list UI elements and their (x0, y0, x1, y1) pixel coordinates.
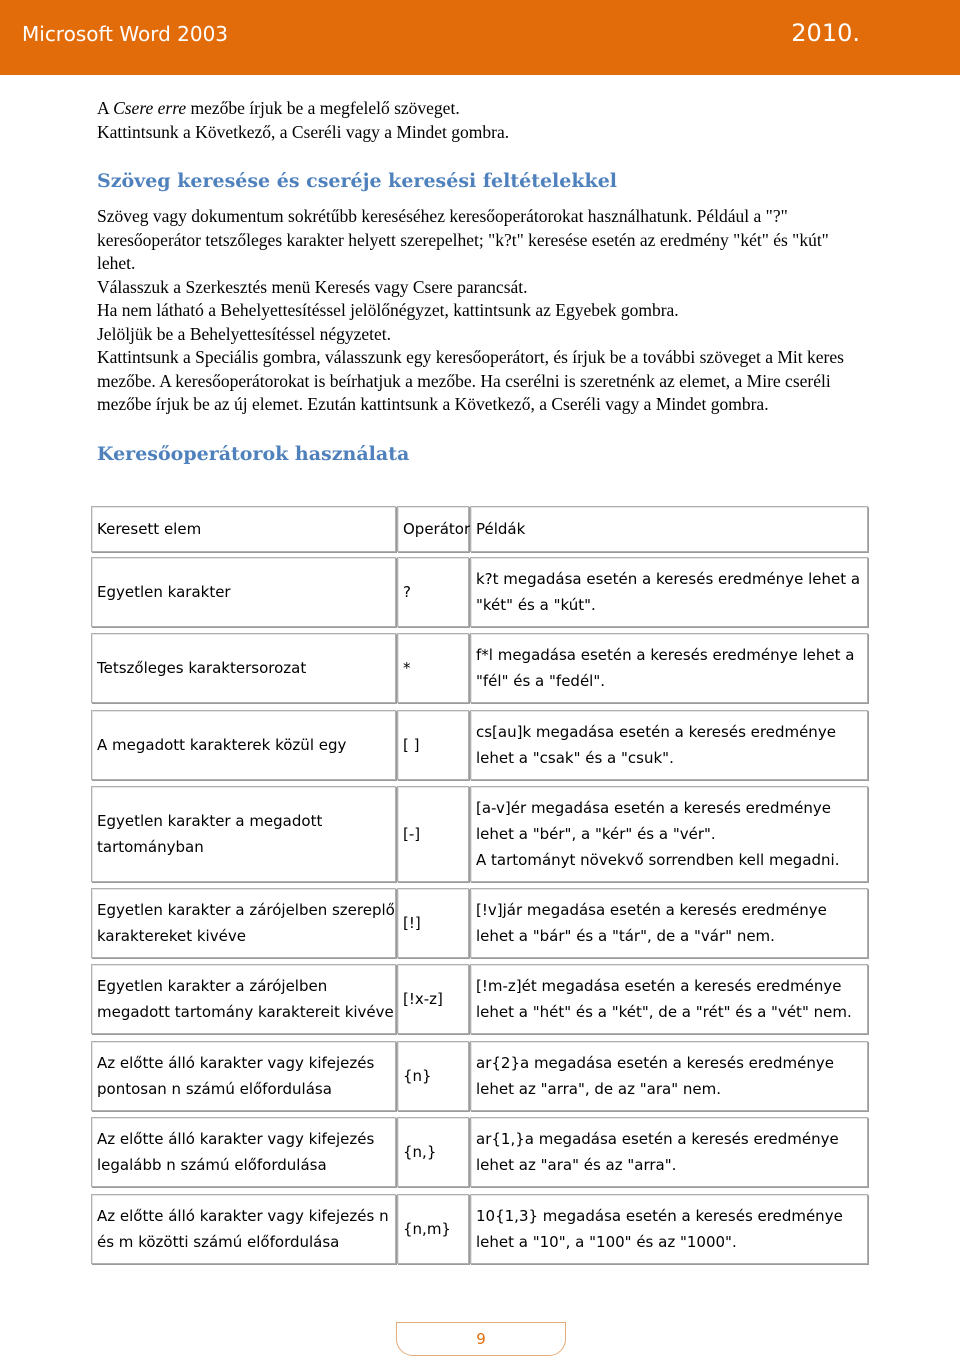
header-cell-operator (397, 506, 469, 552)
cell-item (91, 1117, 396, 1187)
cell-example (470, 786, 868, 882)
section-heading-search-replace: Szöveg keresése és cseréje keresési feltételekkel (97, 170, 617, 192)
cell-item (91, 1041, 396, 1111)
cell-operator (397, 1194, 469, 1264)
document-title: Microsoft Word 2003 (22, 22, 229, 46)
intro-line-2: Kattintsunk a Következő, a Cseréli vagy a Mindet gombra. (97, 121, 510, 142)
cell-operator-text: [-] (403, 825, 421, 843)
cell-example (470, 710, 868, 780)
table-row (91, 964, 869, 1034)
cell-example-text: cs[au]k megadása esetén a keresés eredménye lehet a "csak" és a "csuk". (476, 723, 836, 767)
cell-operator (397, 1117, 469, 1187)
header-cell-item (91, 506, 396, 552)
page-number: 9 (396, 1322, 566, 1356)
table-row (91, 786, 869, 882)
cell-operator-text: [!x-z] (403, 990, 443, 1008)
cell-operator-text: {n,m} (403, 1220, 451, 1238)
header-cell-item-text: Keresett elem (97, 520, 202, 538)
cell-operator-text: [ ] (403, 736, 420, 754)
cell-item-text: Egyetlen karakter a zárójelben szereplő karaktereket kivéve (97, 901, 395, 945)
paragraph-step-checkbox: Jelöljük be a Behelyettesítéssel négyzetet. (97, 323, 391, 344)
cell-item-text: Tetszőleges karaktersorozat (97, 659, 307, 677)
cell-example (470, 557, 868, 627)
paragraph-step-menu: Válasszuk a Szerkesztés menü Keresés vagy Csere parancsát. (97, 276, 528, 297)
cell-item (91, 557, 396, 627)
page-content (97, 97, 867, 465)
cell-item-text: Egyetlen karakter a megadott tartományban (97, 812, 323, 856)
cell-example (470, 888, 868, 958)
table-header-row (91, 506, 869, 552)
table-row (91, 557, 869, 627)
header-bar (0, 0, 960, 75)
cell-operator (397, 964, 469, 1034)
cell-operator (397, 888, 469, 958)
cell-example-text: f*l megadása esetén a keresés eredménye lehet a "fél" és a "fedél". (476, 646, 855, 690)
cell-item-text: Egyetlen karakter (97, 583, 231, 601)
cell-operator-text: {n,} (403, 1143, 437, 1161)
cell-example (470, 1041, 868, 1111)
cell-item-text: Az előtte álló karakter vagy kifejezés legalább n számú előfordulása (97, 1130, 375, 1174)
table-row (91, 710, 869, 780)
paragraph-step-more: Ha nem látható a Behelyettesítéssel jelölőnégyzet, kattintsunk az Egyebek gombra. (97, 300, 679, 320)
cell-item (91, 888, 396, 958)
cell-item (91, 710, 396, 780)
cell-item-text: Az előtte álló karakter vagy kifejezés n és m közötti számú előfordulása (97, 1207, 389, 1251)
cell-operator (397, 557, 469, 627)
cell-example-text: k?t megadása esetén a keresés eredménye lehet a "két" és a "kút". (476, 570, 861, 614)
table-row (91, 1041, 869, 1111)
cell-item-text: Egyetlen karakter a zárójelben megadott tartomány karaktereit kivéve (97, 977, 394, 1021)
paragraph-step-special: Kattintsunk a Speciális gombra, válasszunk egy keresőoperátort, és írjuk be a további szöveget a Mit keres mezőbe. A keresőoperátorokat is beírhatjuk a mezőbe. Ha cserélni is szeretnénk az elemet, a Mire cseréli mezőbe írjuk be az új elemet. Ezután kattintsunk a Következő, a Cseréli vagy a Mindet gombra. (97, 347, 844, 414)
cell-item-text: Az előtte álló karakter vagy kifejezés pontosan n számú előfordulása (97, 1054, 375, 1098)
cell-operator-text: {n} (403, 1067, 432, 1085)
cell-operator-text: [!] (403, 914, 421, 932)
cell-operator (397, 786, 469, 882)
table-row (91, 1194, 869, 1264)
table-row (91, 888, 869, 958)
cell-example-text: ar{2}a megadása esetén a keresés eredménye lehet az "arra", de az "ara" nem. (476, 1054, 834, 1098)
cell-example (470, 633, 868, 703)
cell-item (91, 786, 396, 882)
table-row (91, 1117, 869, 1187)
cell-item (91, 1194, 396, 1264)
cell-example (470, 1117, 868, 1187)
cell-item-text: A megadott karakterek közül egy (97, 736, 347, 754)
cell-example-text: [!v]jár megadása esetén a keresés eredménye lehet a "bár" és a "tár", de a "vár" nem. (476, 901, 827, 945)
cell-example-text: ar{1,}a megadása esetén a keresés eredménye lehet az "ara" és az "arra". (476, 1130, 839, 1174)
paragraph-operators-intro: Szöveg vagy dokumentum sokrétűbb kereséséhez keresőoperátorokat használhatunk. Például a "?" keresőoperátor tetszőleges karakter helyett szerepelhet; "k?t" keresése esetén az eredmény "két" és "kút" lehet. (97, 206, 829, 273)
cell-operator-text: * (403, 659, 411, 677)
cell-operator-text: ? (403, 583, 411, 601)
section-heading-operators: Keresőoperátorok használata (97, 442, 410, 465)
cell-operator (397, 1041, 469, 1111)
cell-example (470, 1194, 868, 1264)
table-row (91, 633, 869, 703)
header-cell-operator-text: Operátor (403, 520, 471, 538)
cell-example (470, 964, 868, 1034)
cell-item (91, 633, 396, 703)
cell-operator (397, 633, 469, 703)
header-cell-examples (470, 506, 868, 552)
field-name-italic: Csere erre (113, 98, 187, 118)
cell-example-text: [!m-z]ét megadása esetén a keresés eredménye lehet a "hét" és a "két", de a "rét" és a "vét" nem. (476, 977, 852, 1021)
intro-line-1: A Csere erre mezőbe írjuk be a megfelelő szöveget. (97, 98, 460, 118)
cell-example-text: 10{1,3} megadása esetén a keresés eredménye lehet a "10", a "100" és az "1000". (476, 1207, 843, 1251)
cell-item (91, 964, 396, 1034)
cell-operator (397, 710, 469, 780)
document-year: 2010. (791, 19, 860, 47)
header-cell-examples-text: Példák (476, 520, 526, 538)
cell-example-text: [a-v]ér megadása esetén a keresés eredménye lehet a "bér", a "kér" és a "vér". A tartományt növekvő sorrendben kell megadni. (476, 799, 840, 869)
